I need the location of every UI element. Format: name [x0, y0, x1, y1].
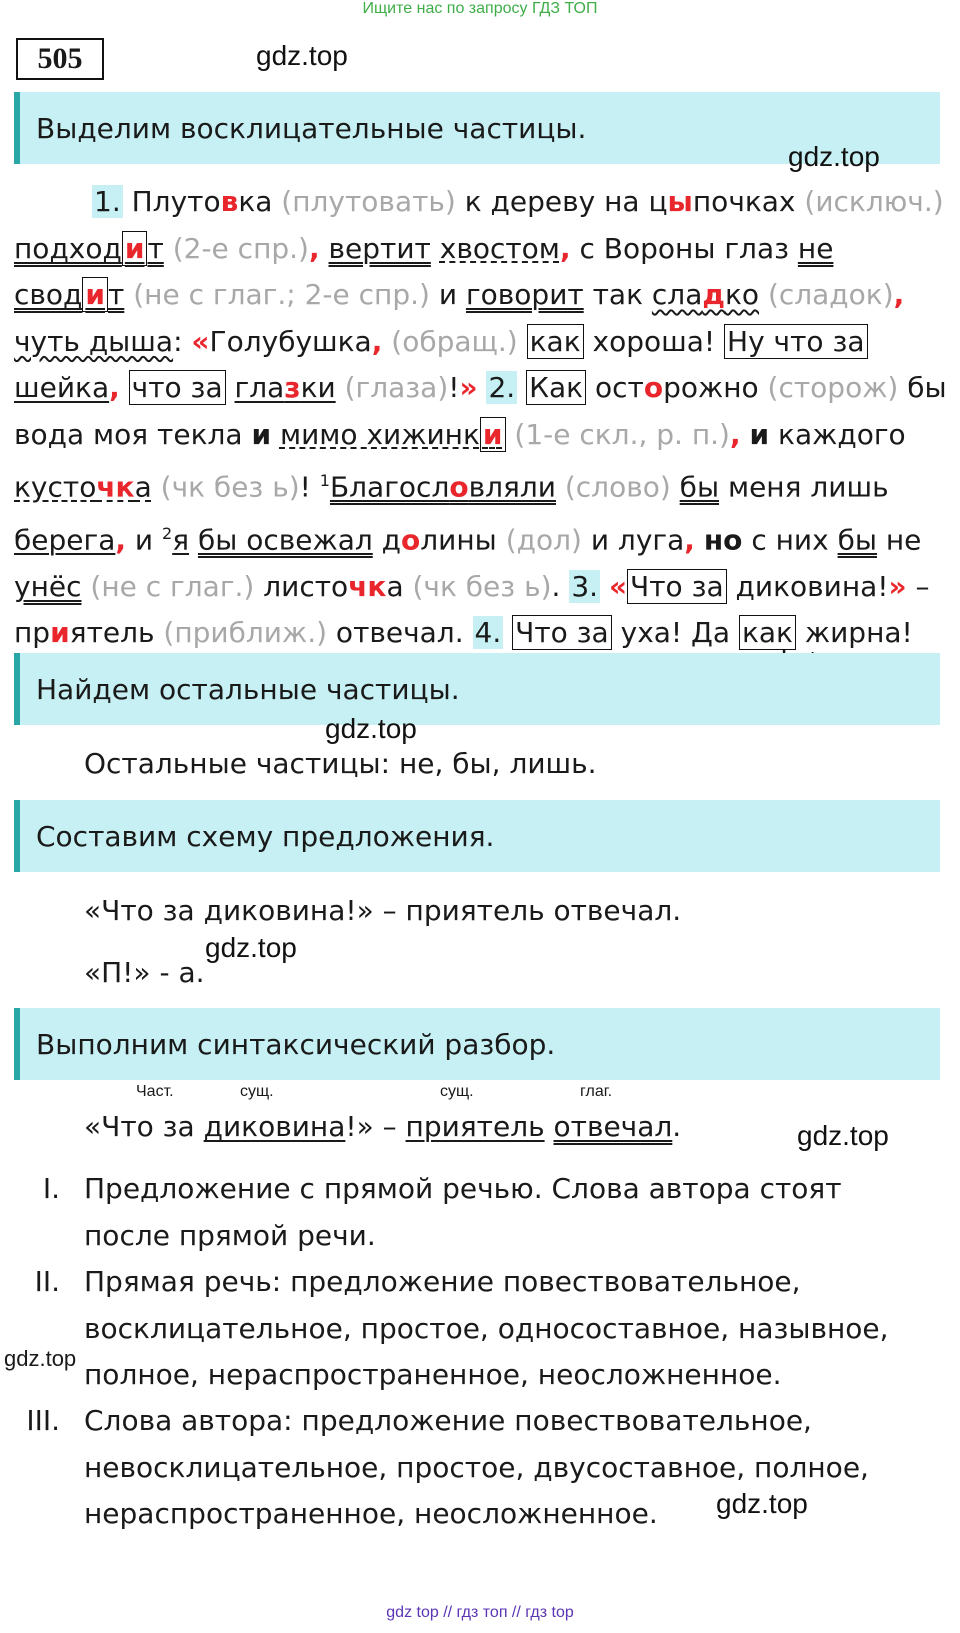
fable-text: 1. Плутовка (плутовать) к дереву на цыпочках (исключ.) подход и т (2-е спр.), вертит хвостом, с Вороны глаз не свод и т (не с глаг.; 2-е спр.) и говорит так сладко (сладок), чуть дыша: «Голубушка, (обращ.) как хороша! Ну что за шейка, что за глазки (глаза)!» 2. Как осторожно (сторож) бы вода моя текла и мимо хижинк и (1-е скл., р. п.), и каждого кусточка (чк без ь)! $^1$Благословляли (слово) бы меня лишь берега, и $^2$я бы освежал долины (дол) и луга, но с них бы не унёс (не с глаг.) листочка (чк без ь). 3. « Что за диковина!» – приятель (приближ.) отвечал. 4. Что за уха! Да как жирна! — [14, 185, 947, 650]
analysis-item-2: Прямая речь: предложение повествовательное, восклицательное, простое, односоставное, назывное, полное, нераспространенное, неосложненное. — [84, 1265, 889, 1391]
analysis-num-3: III. — [26, 1404, 60, 1437]
section-header-parsing: Выполним синтаксический разбор. — [14, 1008, 940, 1080]
label-particle: Част. — [136, 1083, 174, 1100]
label-noun-2: сущ. — [440, 1083, 474, 1100]
watermark: gdz.top — [788, 141, 880, 172]
footer-links[interactable]: gdz top // гдз топ // гдз top — [386, 1604, 574, 1621]
analysis-num-1: I. — [42, 1172, 60, 1205]
watermark: gdz.top — [716, 1488, 808, 1519]
watermark: gdz.top — [256, 40, 348, 71]
exercise-number: 505 — [16, 38, 104, 80]
watermark: gdz.top — [797, 1120, 889, 1151]
section-header-other-particles: Найдем остальные частицы. — [14, 653, 940, 725]
watermark: gdz.top — [205, 932, 297, 963]
sentence-scheme: «П!» - а. — [84, 956, 205, 989]
label-verb: глаг. — [580, 1083, 613, 1100]
section-header-scheme: Составим схему предложения. — [14, 800, 940, 872]
watermark: gdz.top — [4, 1346, 77, 1371]
other-particles-text: Остальные частицы: не, бы, лишь. — [84, 747, 597, 780]
section-header-exclamatory: Выделим восклицательные частицы. — [14, 92, 940, 164]
top-note: Ищите нас по запросу ГДЗ ТОП — [362, 0, 598, 17]
scheme-sentence: «Что за диковина!» – приятель отвечал. — [84, 894, 682, 927]
analysis-item-3: Слова автора: предложение повествовательное, невосклицательное, простое, двусоставное, полное, нераспространенное, неосложненное. — [84, 1404, 869, 1530]
label-noun: сущ. — [240, 1083, 274, 1100]
analysis-num-2: II. — [34, 1265, 60, 1298]
watermark: gdz.top — [325, 713, 417, 744]
analysis-item-1: Предложение с прямой речью. Слова автора стоят после прямой речи. — [84, 1172, 842, 1252]
parsed-sentence: «Что за диковина!» – приятель отвечал. — [84, 1110, 682, 1143]
